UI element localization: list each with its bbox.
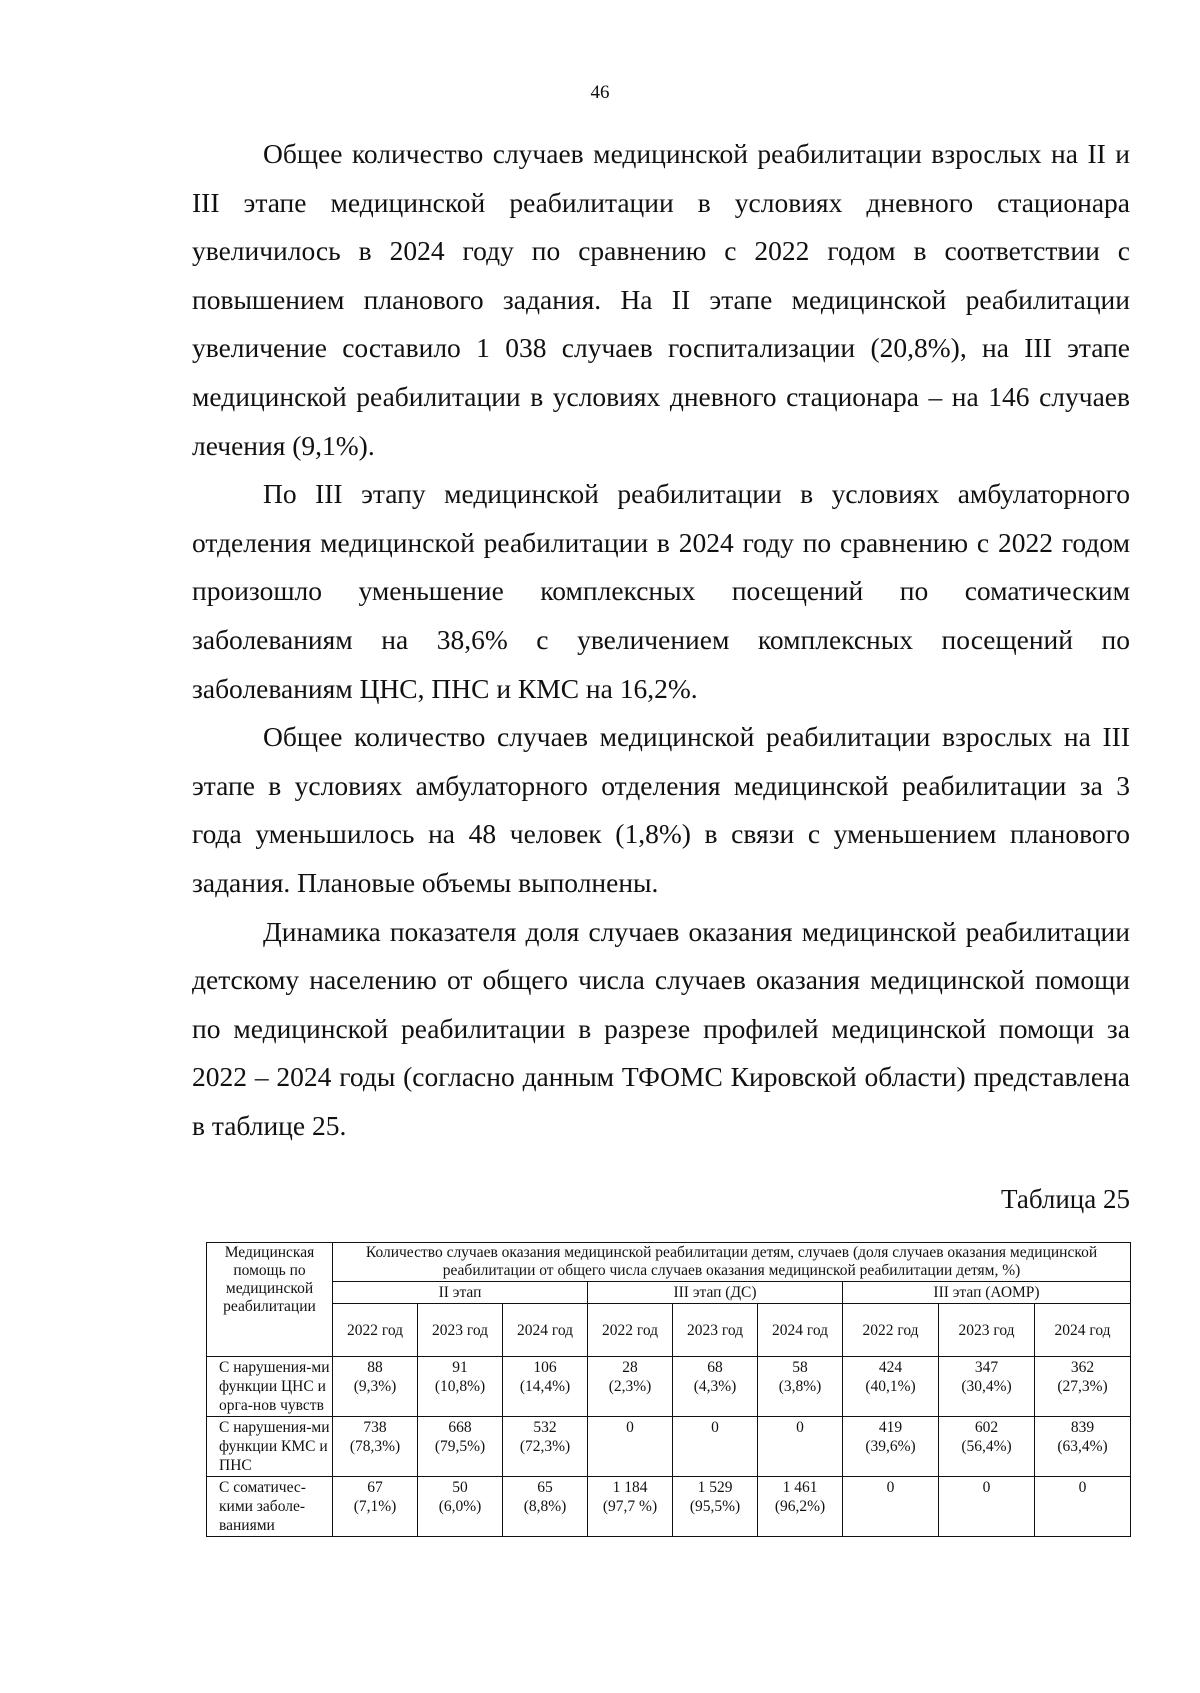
- table-cell: [418, 1357, 503, 1417]
- cell-count: 347: [974, 1359, 999, 1376]
- cell-count: 738: [363, 1419, 387, 1436]
- table-cell: [939, 1477, 1035, 1537]
- cell-count: 0: [711, 1419, 719, 1436]
- table-row: [207, 1357, 1131, 1417]
- paragraph: По III этапу медицинской реабилитации в условиях амбулаторного отделения медицинской реабилитации в 2024 году по сравнению с 2022 годом произошло уменьшение комплексных посещений по соматическим заболеваниям на 38,6% с увеличением комплексных посещений по заболеваниям ЦНС, ПНС и КМС на 16,2%.: [192, 478, 1130, 704]
- year-header: 2024 год: [758, 1304, 843, 1357]
- table-cell: [1035, 1477, 1131, 1537]
- table-cell: [673, 1477, 758, 1537]
- paragraph: Динамика показателя доля случаев оказания медицинской реабилитации детскому населению от общего числа случаев оказания медицинской помощи по медицинской реабилитации в разрезе профилей медицинской помощи за 2022 – 2024 годы (согласно данным ТФОМС Кировской области) представлена в таблице 25.: [192, 915, 1130, 1141]
- cell-count: 88: [367, 1359, 383, 1376]
- cell-count: 1 184: [612, 1479, 648, 1496]
- paragraph: Общее количество случаев медицинской реабилитации взрослых на III этапе в условиях амбулаторного отделения медицинской реабилитации за 3 года уменьшилось на 48 человек (1,8%) в связи с уменьшением планового задания. Плановые объемы выполнены.: [192, 721, 1130, 898]
- table-cell: [503, 1357, 588, 1417]
- cell-share: (72,3%): [519, 1438, 571, 1455]
- paragraph: Общее количество случаев медицинской реабилитации взрослых на II и III этапе медицинской реабилитации в условиях дневного стационара увеличилось в 2024 году по сравнению с 2022 годом в соответствии с повышением планового задания. На II этапе медицинской реабилитации увеличение составило 1 038 случаев госпитализации (20,8%), на III этапе медицинской реабилитации в условиях дневного стационара – на 146 случаев лечения (9,1%).: [192, 138, 1130, 461]
- cell-share: (63,4%): [1057, 1438, 1108, 1455]
- cell-share: (78,3%): [349, 1438, 401, 1455]
- table-cell: [503, 1477, 588, 1537]
- cell-count: 424: [878, 1359, 903, 1376]
- table-cell: [1035, 1417, 1131, 1477]
- row-label: С нарушения-ми функции ЦНС и орга-нов чувств: [207, 1357, 333, 1417]
- cell-share: (14,4%): [519, 1378, 571, 1395]
- year-header: 2022 год: [843, 1304, 939, 1357]
- cell-count: 419: [878, 1419, 903, 1436]
- table-cell: [333, 1477, 418, 1537]
- table-cell: [333, 1357, 418, 1417]
- year-header: 2024 год: [503, 1304, 588, 1357]
- year-header: 2024 год: [1035, 1304, 1131, 1357]
- table-cell: [588, 1477, 673, 1537]
- table-cell: [333, 1417, 418, 1477]
- cell-count: 106: [533, 1359, 557, 1376]
- table-row: [207, 1477, 1131, 1537]
- cell-count: 91: [452, 1359, 468, 1376]
- table-cell: [588, 1417, 673, 1477]
- table-cell: [758, 1477, 843, 1537]
- cell-count: 28: [622, 1359, 638, 1376]
- body-text: [192, 130, 1130, 1150]
- cell-share: (4,3%): [693, 1378, 737, 1395]
- table-cell: [503, 1417, 588, 1477]
- cell-count: 602: [974, 1419, 999, 1436]
- cell-share: (40,1%): [865, 1378, 916, 1395]
- table-cell: [673, 1417, 758, 1477]
- cell-share: (56,4%): [961, 1438, 1012, 1455]
- page-number: 46: [590, 82, 610, 103]
- cell-count: 0: [886, 1479, 895, 1496]
- stage-header: II этап: [333, 1282, 588, 1304]
- year-header: 2023 год: [939, 1304, 1035, 1357]
- cell-share: (39,6%): [865, 1438, 916, 1455]
- table-cell: [843, 1477, 939, 1537]
- cell-count: 68: [707, 1359, 723, 1376]
- year-header: 2022 год: [588, 1304, 673, 1357]
- cell-share: (27,3%): [1057, 1378, 1108, 1395]
- cell-share: (96,2%): [774, 1498, 826, 1515]
- cell-count: 58: [792, 1359, 808, 1376]
- cell-share: (97,7 %): [602, 1498, 658, 1515]
- cell-count: 50: [452, 1479, 468, 1496]
- cell-share: (2,3%): [608, 1378, 652, 1395]
- cell-share: (7,1%): [353, 1498, 397, 1515]
- cell-share: (95,5%): [689, 1498, 741, 1515]
- cell-count: 67: [367, 1479, 383, 1496]
- table-cell: [418, 1477, 503, 1537]
- corner-header: Медицинская помощь по медицинской реабилитации: [207, 1243, 333, 1357]
- cell-count: 0: [982, 1479, 991, 1496]
- table-cell: [758, 1357, 843, 1417]
- row-label: С нарушения-ми функции КМС и ПНС: [207, 1417, 333, 1477]
- cell-share: (3,8%): [778, 1378, 822, 1395]
- cell-share: (30,4%): [961, 1378, 1012, 1395]
- table-cell: [588, 1357, 673, 1417]
- cell-count: 0: [796, 1419, 804, 1436]
- row-label: С соматичес-кими заболе-ваниями: [207, 1477, 333, 1537]
- cell-count: 0: [1078, 1479, 1087, 1496]
- cell-share: (6,0%): [438, 1498, 482, 1515]
- cell-count: 0: [626, 1419, 634, 1436]
- stage-header: III этап (АОМР): [843, 1282, 1131, 1304]
- rehab-children-table: [206, 1242, 1131, 1537]
- cell-share: (8,8%): [523, 1498, 567, 1515]
- cell-count: 65: [537, 1479, 553, 1496]
- cell-count: 532: [533, 1419, 557, 1436]
- table-cell: [843, 1417, 939, 1477]
- table-cell: [843, 1357, 939, 1417]
- cell-count: 362: [1070, 1359, 1095, 1376]
- year-header: 2023 год: [418, 1304, 503, 1357]
- table-cell: [673, 1357, 758, 1417]
- stage-header: III этап (ДС): [588, 1282, 843, 1304]
- cell-share: (79,5%): [434, 1438, 486, 1455]
- cell-count: 668: [448, 1419, 472, 1436]
- cell-count: 839: [1070, 1419, 1095, 1436]
- cell-count: 1 529: [697, 1479, 733, 1496]
- table-cell: [939, 1417, 1035, 1477]
- year-header: 2022 год: [333, 1304, 418, 1357]
- table-cell: [418, 1417, 503, 1477]
- cell-share: (9,3%): [353, 1378, 397, 1395]
- table-cell: [758, 1417, 843, 1477]
- year-header: 2023 год: [673, 1304, 758, 1357]
- table-caption: Таблица 25: [1001, 1184, 1130, 1214]
- cell-count: 1 461: [782, 1479, 818, 1496]
- table-cell: [1035, 1357, 1131, 1417]
- cell-share: (10,8%): [434, 1378, 486, 1395]
- main-header: Количество случаев оказания медицинской реабилитации детям, случаев (доля случаев оказания медицинской реабилитации от общего числа случаев оказания медицинской реабилитации детям, %): [333, 1243, 1131, 1282]
- table-row: [207, 1417, 1131, 1477]
- table-cell: [939, 1357, 1035, 1417]
